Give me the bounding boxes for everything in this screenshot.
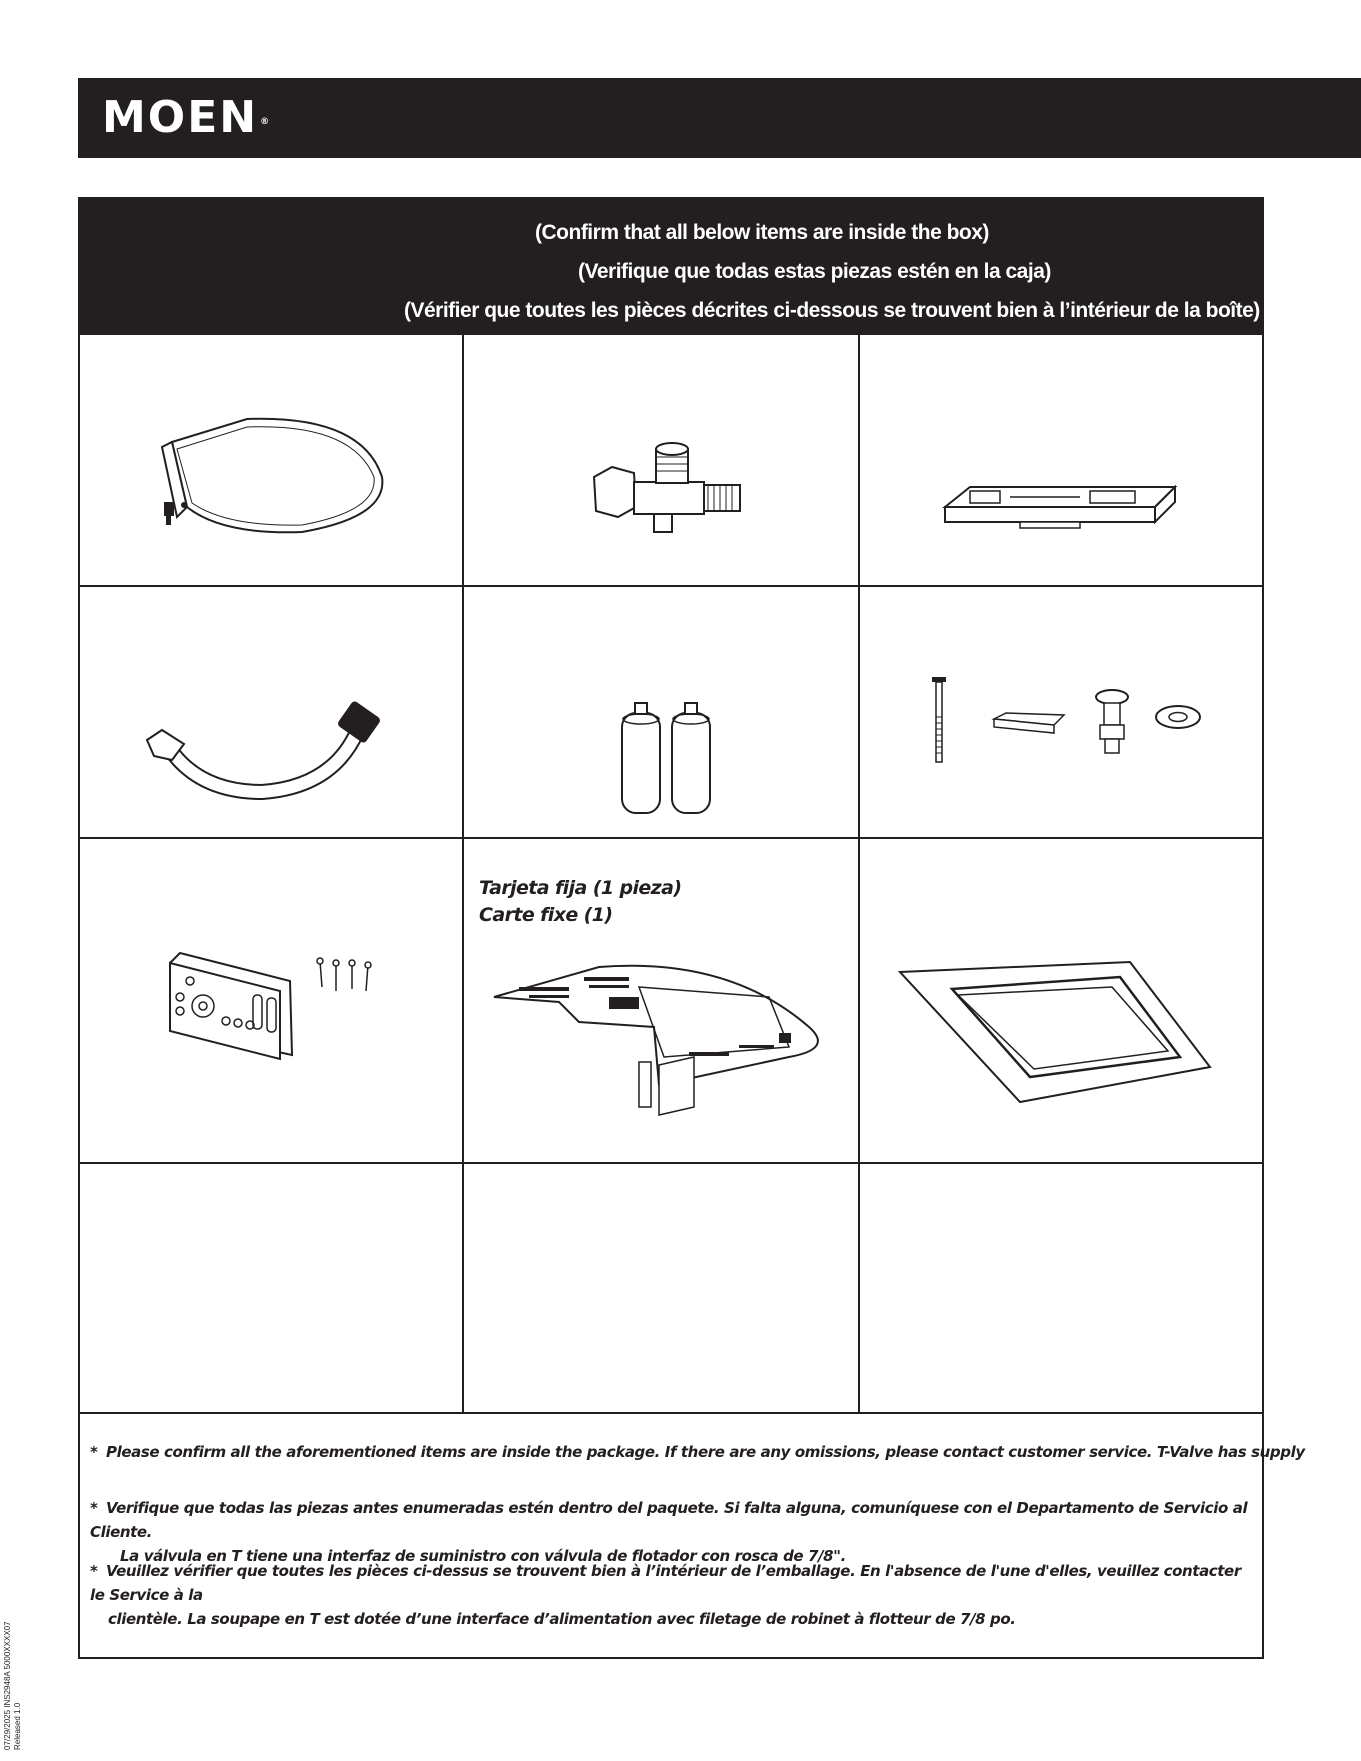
note-fr-line-1: Veuillez vérifier que toutes les pièces ci-dessus se trouvent bien à l’intérieur de l’emballage. En l'absence de l'une d'elles, veuillez contacter le Service à la [90, 1562, 1241, 1604]
item-cell-batteries [464, 587, 858, 837]
fixed-card-icon [489, 957, 839, 1117]
note-fr: * Veuillez vérifier que toutes les pièces ci-dessus se trouvent bien à l’intérieur de l’emballage. En l'absence de l'une d'elles, veuillez contacter le Service à la clientèle. La soupape en T est dotée d’une interface d’alimentation avec filetage de robinet à flotteur de 7/8 po. [90, 1559, 1250, 1631]
panel-header [80, 199, 1262, 335]
note-es: * Verifique que todas las piezas antes enumeradas estén dentro del paquete. Si falta alguna, comuníquese con el Departamento de Servicio al Cliente. La válvula en T tiene una interfaz de suministro con válvula de flotador con rosca de 7/8". [90, 1496, 1250, 1568]
note-fr-line-2: clientèle. La soupape en T est dotée d’une interface d’alimentation avec filetage de robinet à flotteur de 7/8 po. [108, 1610, 1016, 1628]
fixed-card-caption-es: Tarjeta fija (1 pieza) [479, 877, 682, 899]
brand-bar [78, 78, 1361, 158]
grid-divider [80, 1162, 1262, 1164]
item-cell-mounting-bracket [860, 337, 1262, 585]
fixed-card-caption-fr: Carte fixe (1) [479, 904, 613, 926]
manual-sheets-icon [900, 947, 1220, 1107]
bidet-seat-icon [152, 407, 392, 557]
item-cell-manual-sheets [860, 839, 1262, 1162]
supply-hose-icon [142, 692, 392, 812]
note-es-line-2: La válvula en T tiene una interfaz de suministro con válvula de flotador con rosca de 7/8". [120, 1547, 846, 1565]
item-cell-supply-hose [80, 587, 462, 837]
item-cell-bidet-seat [80, 337, 462, 585]
note-en: * Please confirm all the aforementioned items are inside the package. If there are any omissions, please contact customer service. T-Valve has supply [90, 1443, 1305, 1461]
parts-checklist-panel [78, 197, 1305, 1659]
mounting-bracket-icon [940, 477, 1180, 547]
moen-logo: MOEN ® [102, 92, 270, 143]
header-line-en: (Confirm that all below items are inside the box) [535, 221, 989, 244]
note-es-line-1: Verifique que todas las piezas antes enumeradas estén dentro del paquete. Si falta alguna, comuníquese con el Departamento de Servicio al Cliente. [90, 1499, 1248, 1541]
document-code [3, 1620, 22, 1750]
grid-divider [80, 1412, 1262, 1414]
item-cell-hardware-kit [860, 587, 1262, 837]
header-line-fr: (Vérifier que toutes les pièces décrites ci-dessous se trouvent bien à l’intérieur de la boîte) [404, 299, 1260, 322]
item-cell-t-valve [464, 337, 858, 585]
hardware-kit-icon [916, 677, 1206, 767]
header-line-es: (Verifique que todas estas piezas estén en la caja) [578, 260, 1051, 283]
document-code-line-1: 07/29/2025 INS2948A 5000XXXX07 [3, 1621, 12, 1750]
item-cell-remote-control [80, 839, 462, 1162]
fixed-card-caption [479, 875, 681, 929]
item-cell-fixed-card [464, 839, 858, 1162]
document-code-line-2: Released 1.0 [13, 1702, 22, 1750]
remote-control-icon [160, 951, 390, 1061]
t-valve-icon [584, 437, 754, 547]
batteries-icon [612, 699, 722, 819]
